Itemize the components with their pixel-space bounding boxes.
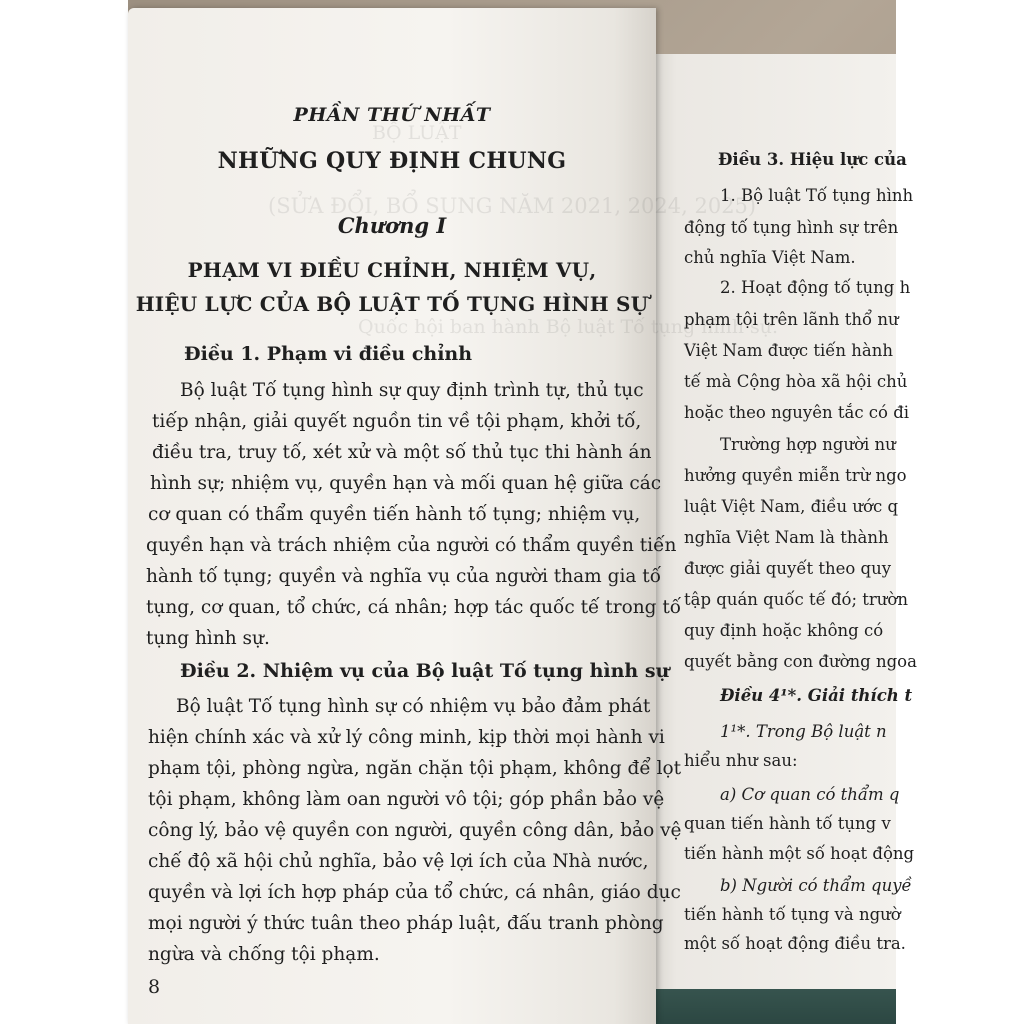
article-1-line: hành tố tụng; quyền và nghĩa vụ của người tham gia tố [146, 566, 662, 587]
right-page-line: một số hoạt động điều tra. [684, 934, 906, 953]
right-page-line: 1. Bộ luật Tố tụng hình [720, 186, 914, 205]
right-page-line: hoặc theo nguyên tắc có đi [684, 403, 910, 422]
article-2-line: tội phạm, không làm oan người vô tội; góp phần bảo vệ [148, 789, 665, 810]
right-page-line: b) Người có thẩm quyề [720, 876, 912, 895]
article-2-line: phạm tội, phòng ngừa, ngăn chặn tội phạm, không để lọt [148, 758, 682, 779]
right-page-line: tiến hành tố tụng và ngườ [684, 905, 901, 924]
right-page-line: luật Việt Nam, điều ước q [684, 497, 899, 516]
article-2-line: Bộ luật Tố tụng hình sự có nhiệm vụ bảo đảm phát [176, 696, 651, 717]
article-1-heading: Điều 1. Phạm vi điều chỉnh [184, 343, 473, 365]
right-page-line: Việt Nam được tiến hành [684, 341, 893, 360]
right-page-line: 1¹*. Trong Bộ luật n [720, 722, 887, 741]
bleed-through-text: Quốc hội ban hành Bộ luật Tố tụng hình sự. [358, 316, 779, 338]
right-page-line: a) Cơ quan có thẩm q [720, 785, 900, 804]
chapter-name-line-1: PHẠM VI ĐIỀU CHỈNH, NHIỆM VỤ, [187, 258, 597, 282]
chapter-title: Chương I [337, 213, 447, 238]
article-2-line: hiện chính xác và xử lý công minh, kịp thời mọi hành vi [148, 727, 665, 748]
right-page-line: nghĩa Việt Nam là thành [684, 528, 889, 547]
right-page-line: tiến hành một số hoạt động [684, 844, 915, 863]
right-page-line: Điều 3. Hiệu lực của [718, 150, 907, 169]
article-2-heading: Điều 2. Nhiệm vụ của Bộ luật Tố tụng hình sự [180, 660, 670, 682]
right-page-line: quy định hoặc không có [684, 621, 884, 640]
article-2-line: mọi người ý thức tuân theo pháp luật, đấu tranh phòng [148, 913, 664, 934]
article-1-line: tiếp nhận, giải quyết nguồn tin về tội phạm, khởi tố, [152, 411, 642, 432]
part-title: PHẦN THỨ NHẤT [293, 104, 491, 126]
image-margin-right [896, 0, 1024, 1024]
article-1-line: hình sự; nhiệm vụ, quyền hạn và mối quan hệ giữa các [150, 473, 662, 494]
right-page-line: hiểu như sau: [684, 751, 798, 770]
article-1-line: quyền hạn và trách nhiệm của người có thẩm quyền tiến [146, 535, 677, 556]
right-page-line: hưởng quyền miễn trừ ngo [684, 466, 907, 485]
right-page-line: tế mà Cộng hòa xã hội chủ [684, 372, 908, 391]
image-margin-left [0, 0, 128, 1024]
article-1-line: tụng, cơ quan, tổ chức, cá nhân; hợp tác quốc tế trong tố [146, 597, 682, 618]
article-2-line: chế độ xã hội chủ nghĩa, bảo vệ lợi ích của Nhà nước, [148, 851, 649, 872]
article-2-line: ngừa và chống tội phạm. [148, 944, 380, 965]
bleed-through-text: BỘ LUẬT [372, 122, 462, 144]
article-2-line: quyền và lợi ích hợp pháp của tổ chức, cá nhân, giáo dục [148, 882, 681, 903]
right-page-line: 2. Hoạt động tố tụng h [720, 278, 911, 297]
section-title: NHỮNG QUY ĐỊNH CHUNG [217, 148, 567, 174]
bleed-through-text: (SỬA ĐỔI, BỔ SUNG NĂM 2021, 2024, 2025) [268, 194, 757, 218]
article-1-line: tụng hình sự. [146, 628, 270, 649]
chapter-name-line-2: HIỆU LỰC CỦA BỘ LUẬT TỐ TỤNG HÌNH SỰ [135, 292, 649, 316]
right-page-line: phạm tội trên lãnh thổ nư [684, 310, 899, 329]
right-page-line: được giải quyết theo quy [684, 559, 892, 578]
right-page-line: chủ nghĩa Việt Nam. [684, 248, 856, 267]
article-2-line: công lý, bảo vệ quyền con người, quyền công dân, bảo vệ [148, 820, 682, 841]
right-page-line: Điều 4¹*. Giải thích t [720, 686, 913, 705]
right-page-line: quan tiến hành tố tụng v [684, 814, 891, 833]
right-page-line: động tố tụng hình sự trên [684, 218, 899, 237]
right-page-line: tập quán quốc tế đó; trườn [684, 590, 908, 609]
page-number: 8 [148, 976, 161, 998]
article-1-line: cơ quan có thẩm quyền tiến hành tố tụng; nhiệm vụ, [148, 504, 641, 525]
right-page-line: quyết bằng con đường ngoa [684, 652, 917, 671]
article-1-line: điều tra, truy tố, xét xử và một số thủ tục thi hành án [152, 442, 652, 463]
right-page-line: Trường hợp người nư [720, 435, 896, 454]
article-1-line: Bộ luật Tố tụng hình sự quy định trình tự, thủ tục [180, 380, 644, 401]
